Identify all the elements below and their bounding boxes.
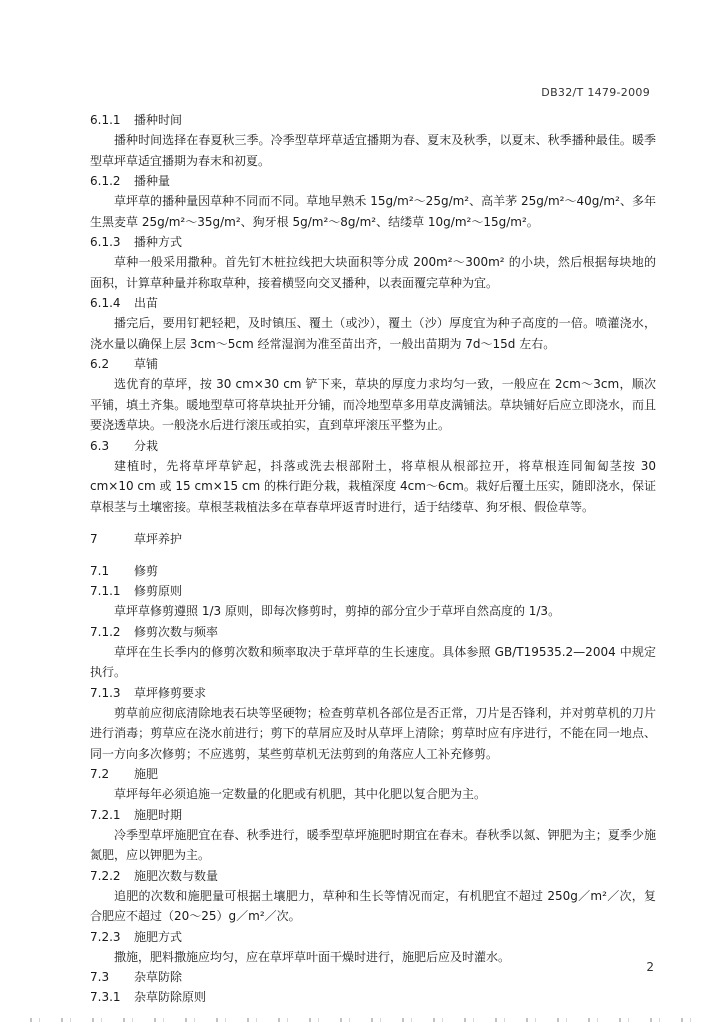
section-number: 7.2.2	[90, 868, 121, 883]
section-number: 7.3	[90, 970, 110, 984]
section-title: 施肥次数与数量	[134, 868, 219, 883]
section-title: 修剪	[134, 564, 159, 578]
paragraph: 草种一般采用撒种。首先钉木桩拉线把大块面积等分成 200m²～300m² 的小块，然后根据每块地的面积，计算草种量并称取草种，接着横竖向交叉播种，以表面覆完草种为宜。	[90, 255, 656, 290]
section-number: 7.2	[90, 767, 110, 781]
paragraph: 剪草前应彻底清除地表石块等坚硬物；检查剪草机各部位是否正常，刀片是否锋利，并对剪草机的刀片进行消毒；剪草应在浇水前进行；剪下的草屑应及时从草坪上清除；剪草时应有序进行，不能在同一地点、同一方向多次修剪；不应逃剪，某些剪草机无法剪到的角落应人工补充修剪。	[90, 705, 656, 761]
section-number: 7.2.1	[90, 807, 121, 822]
paragraph: 播完后，要用钉耙轻耙，及时镇压、覆土（或沙），覆土（沙）厚度宜为种子高度的一倍。喷灌浇水，浇水量以确保上层 3cm～5cm 经常湿润为准至苗出齐，一般出苗期为 7d～15d 左右。	[90, 316, 656, 351]
section-heading	[90, 354, 656, 374]
paragraph: 草坪每年必须追施一定数量的化肥或有机肥，其中化肥以复合肥为主。	[114, 787, 487, 801]
section-heading	[90, 529, 656, 549]
paragraph: 草坪在生长季内的修剪次数和频率取决于草坪草的生长速度。具体参照 GB/T19535.2—2004 中规定执行。	[90, 644, 656, 679]
section-heading	[90, 764, 656, 784]
section-number: 7.2.3	[90, 929, 121, 944]
section-heading	[90, 866, 656, 886]
paragraph: 撒施，肥料撒施应均匀，应在草坪草叶面干燥时进行，施肥后应及时灌水。	[114, 949, 511, 964]
section-title: 修剪原则	[134, 584, 183, 598]
section-title: 分栽	[134, 438, 159, 453]
section-number: 6.2	[90, 357, 110, 371]
section-heading	[90, 683, 656, 703]
section-gap	[90, 517, 656, 529]
section-title: 杂草防除	[134, 970, 183, 984]
section-heading	[90, 436, 656, 456]
section-title: 播种量	[134, 174, 171, 188]
paragraph: 选优育的草坪，按 30 cm×30 cm 铲下来，草块的厚度力求均匀一致，一般应在 2cm～3cm，顺次平铺，填土齐集。暖地型草可将草块扯开分铺，而冷地型草多用草皮满铺法。草块铺好后应立即浇水，而且要浇透草块。一般浇水后进行滚压或拍实，直到草坪滚压平整为止。	[90, 377, 656, 432]
section-number: 6.1.2	[90, 174, 121, 188]
section-number: 7.3.1	[90, 990, 121, 1004]
paragraph: 播种时间选择在春夏秋三季。冷季型草坪草适宜播期为春、夏末及秋季，以夏末、秋季播种最佳。暖季型草坪草适宜播期为春末和初夏。	[90, 133, 656, 168]
section-title: 播种时间	[134, 113, 183, 127]
paragraph: 冷季型草坪施肥宜在春、秋季进行，暖季型草坪施肥时期宜在春末。春秋季以氮、钾肥为主；夏季少施氮肥，应以钾肥为主。	[90, 827, 656, 862]
section-heading	[90, 805, 656, 825]
section-title: 施肥时期	[134, 807, 183, 822]
section-number: 7	[90, 532, 98, 546]
page-number: 2	[646, 960, 654, 974]
section-title: 出苗	[134, 296, 159, 310]
section-number: 6.1.4	[90, 296, 121, 310]
paragraph: 追肥的次数和施肥量可根据土壤肥力，草种和生长等情况而定，有机肥宜不超过 250g／m²／次，复合肥应不超过（20～25）g／m²／次。	[90, 888, 656, 923]
section-heading	[90, 232, 656, 252]
section-number: 6.3	[90, 438, 110, 453]
section-title: 施肥方式	[134, 929, 183, 944]
section-number: 7.1.3	[90, 685, 121, 700]
section-heading	[90, 171, 656, 191]
section-heading	[90, 967, 656, 987]
section-heading	[90, 927, 656, 947]
paragraph: 建植时，先将草坪草铲起，抖落或洗去根部附土，将草根从根部拉开，将草根连同匍匐茎按 30 cm×10 cm 或 15 cm×15 cm 的株行距分栽，栽植深度 4cm～6cm。栽好后覆土压实，随即浇水，保证草根茎与土壤密接。草根茎栽植法多在草春草坪返青时进行，适于结缕草、狗牙根、假俭草等。	[90, 458, 656, 514]
document-body	[90, 110, 656, 1007]
section-number: 7.1.2	[90, 624, 121, 639]
section-title: 杂草防除原则	[134, 990, 207, 1004]
section-heading	[90, 110, 656, 130]
section-title: 播种方式	[134, 235, 183, 249]
section-title: 草坪修剪要求	[134, 685, 207, 700]
section-title: 草坪养护	[134, 532, 183, 546]
section-heading	[90, 561, 656, 581]
section-heading	[90, 293, 656, 313]
section-title: 草铺	[134, 357, 159, 371]
section-heading	[90, 581, 656, 601]
section-number: 7.1	[90, 564, 110, 578]
paragraph: 草坪草的播种量因草种不同而不同。草地早熟禾 15g/m²～25g/m²、高羊茅 25g/m²～40g/m²、多年生黑麦草 25g/m²～35g/m²、狗牙根 5g/m²～8g/m²、结缕草 10g/m²～15g/m²。	[90, 194, 656, 229]
section-gap	[90, 549, 656, 561]
section-number: 7.1.1	[90, 584, 121, 598]
document-code: DB32/T 1479-2009	[541, 86, 650, 99]
section-heading	[90, 987, 656, 1007]
section-number: 6.1.3	[90, 235, 121, 249]
section-title: 施肥	[134, 767, 159, 781]
scan-noise	[30, 1018, 704, 1022]
section-heading	[90, 622, 656, 642]
paragraph: 草坪草修剪遵照 1/3 原则，即每次修剪时，剪掉的部分宜少于草坪自然高度的 1/3。	[114, 604, 561, 618]
section-title: 修剪次数与频率	[134, 624, 219, 639]
section-number: 6.1.1	[90, 113, 121, 127]
